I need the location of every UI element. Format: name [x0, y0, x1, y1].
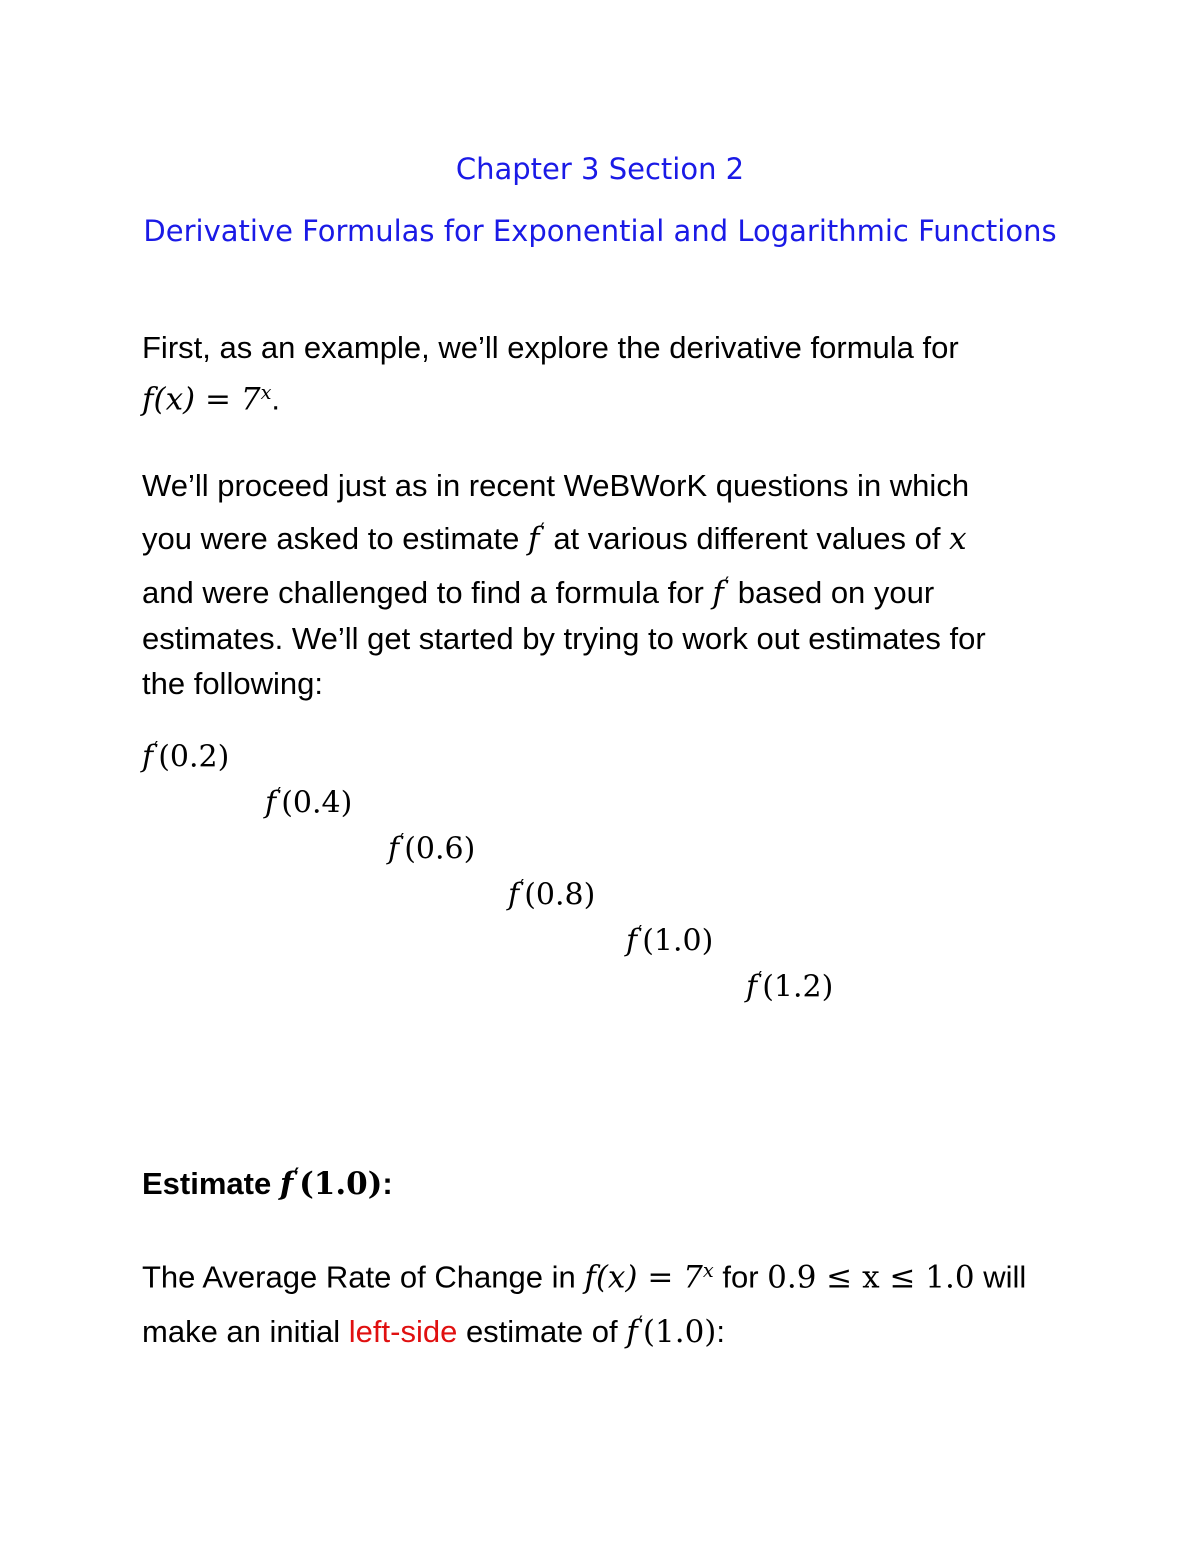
- chapter-heading: Chapter 3 Section 2: [455, 152, 745, 186]
- method-paragraph: [142, 463, 986, 706]
- exponent: x: [260, 381, 272, 404]
- method-line-3: and were challenged to find a formula for f′ based on your: [142, 574, 935, 612]
- derivative-item: f′(0.6): [388, 830, 476, 867]
- interval: 0.9 ≤ x ≤ 1.0: [767, 1259, 975, 1296]
- intro-line-2: $f(x) = 7^x$.: [142, 381, 281, 418]
- method-line-4: estimates. We’ll get started by trying to work out estimates for: [142, 621, 986, 657]
- intro-paragraph: [142, 325, 959, 423]
- intro-line-1: First, as an example, we’ll explore the derivative formula for: [142, 330, 959, 365]
- derivative-item: f′(1.0): [626, 922, 714, 959]
- function-definition: f(x) = 7: [142, 381, 261, 418]
- arc-line-2: make an initial left-side estimate of f′(1.0):: [142, 1312, 726, 1350]
- estimate-heading: Estimate f′(1.0):: [142, 1165, 393, 1203]
- derivative-item: f′(0.4): [265, 784, 353, 821]
- method-line-1: We’ll proceed just as in recent WeBWorK questions in which: [142, 468, 970, 503]
- derivative-item: f′(0.2): [142, 738, 230, 775]
- method-line-2: you were asked to estimate f′ at various different values of x: [142, 520, 967, 558]
- arc-paragraph: [142, 1248, 1026, 1355]
- derivative-item: f′(0.8): [508, 876, 596, 913]
- arc-line-1: The Average Rate of Change in $f(x) = 7^x$ for 0.9 ≤ x ≤ 1.0 will: [142, 1259, 1027, 1296]
- section-title: Derivative Formulas for Exponential and Logarithmic Functions: [143, 214, 1057, 248]
- left-side-highlight: left-side: [348, 1313, 458, 1349]
- derivative-item: f′(1.2): [746, 968, 834, 1005]
- method-line-5: the following:: [142, 666, 323, 702]
